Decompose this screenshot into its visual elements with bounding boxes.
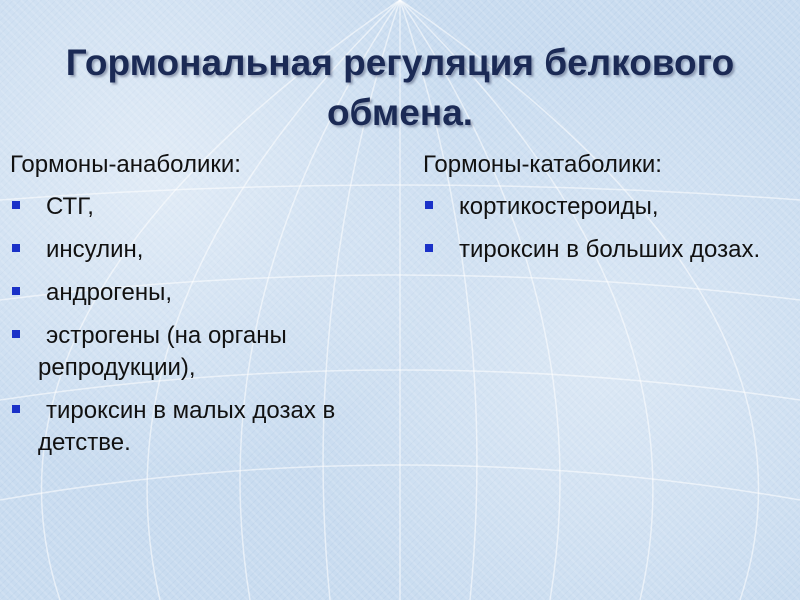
list-item-text: кортикостероиды,	[459, 193, 659, 220]
list-item	[423, 191, 783, 223]
list-item-text: СТГ,	[46, 193, 94, 220]
list-item	[10, 395, 380, 459]
square-bullet-icon	[12, 244, 20, 252]
catabolic-column	[423, 149, 783, 277]
list-item	[423, 234, 783, 266]
square-bullet-icon	[12, 330, 20, 338]
list-item-text: тироксин в больших дозах.	[459, 236, 761, 263]
list-item	[10, 320, 380, 384]
anabolic-heading: Гормоны-анаболики:	[10, 151, 241, 178]
list-item	[10, 277, 380, 309]
slide-title: Гормональная регуляция белкового обмена.	[65, 42, 735, 133]
square-bullet-icon	[12, 287, 20, 295]
square-bullet-icon	[425, 201, 433, 209]
square-bullet-icon	[12, 405, 20, 413]
list-item	[10, 234, 380, 266]
square-bullet-icon	[12, 201, 20, 209]
list-item-text: тироксин в малых дозах в детстве.	[38, 397, 336, 456]
list-item-text: инсулин,	[46, 236, 144, 263]
square-bullet-icon	[425, 244, 433, 252]
anabolic-column	[10, 149, 380, 470]
list-item	[10, 191, 380, 223]
list-item-text: эстрогены (на органы репродукции),	[38, 322, 287, 381]
list-item-text: андрогены,	[46, 279, 173, 306]
catabolic-heading: Гормоны-катаболики:	[423, 151, 662, 178]
